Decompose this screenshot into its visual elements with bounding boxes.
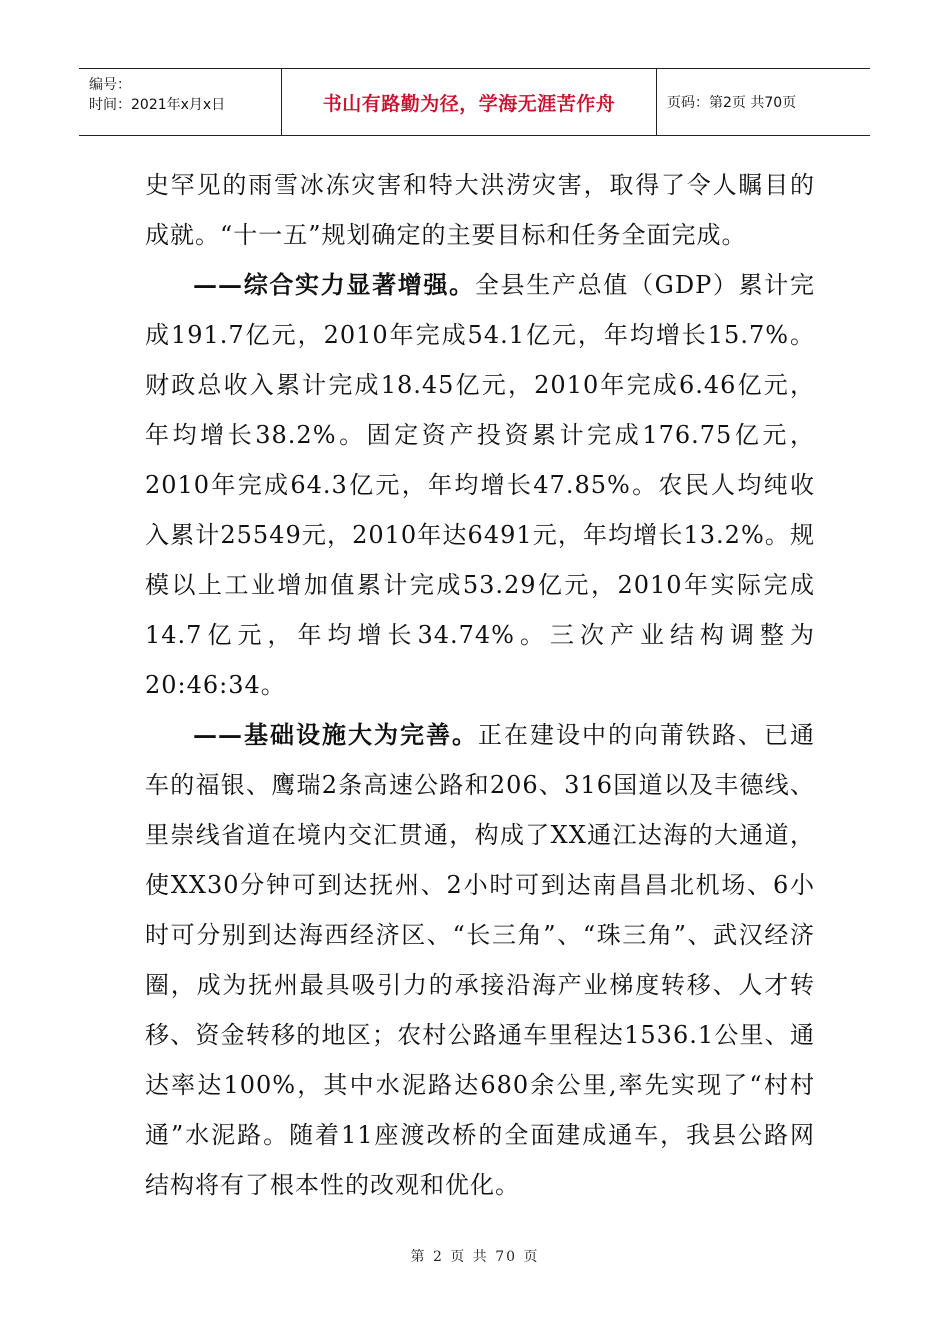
document-body: [145, 160, 815, 1210]
paragraph-infrastructure: [145, 710, 815, 1210]
header-meta: [79, 69, 282, 135]
paragraph-economy-heading: ——综合实力显著增强。: [193, 270, 475, 299]
header-page-label: 页码：第2页 共70页: [667, 95, 797, 111]
paragraph-intro: 史罕见的雨雪冰冻灾害和特大洪涝灾害，取得了令人瞩目的成就。“十一五”规划确定的主要目标和任务全面完成。: [145, 171, 815, 249]
page-footer: 第 2 页 共 70 页: [410, 1249, 540, 1265]
paragraph-economy-text: 全县生产总值（GDP）累计完成191.7亿元，2010年完成54.1亿元，年均增长15.7%。财政总收入累计完成18.45亿元，2010年完成6.46亿元，年均增长38.2%。固定资产投资累计完成176.75亿元，2010年完成64.3亿元，年均增长47.85%。农民人均纯收入累计25549元，2010年达6491元，年均增长13.2%。规模以上工业增加值累计完成53.29亿元，2010年实际完成14.7亿元，年均增长34.74%。三次产业结构调整为20:46:34。: [145, 271, 815, 699]
document-date-label: 时间：2021年x月x日: [89, 97, 226, 113]
paragraph-economy: [145, 260, 815, 710]
paragraph-infrastructure-text: 正在建设中的向莆铁路、已通车的福银、鹰瑞2条高速公路和206、316国道以及丰德线、里崇线省道在境内交汇贯通，构成了XX通江达海的大通道，使XX30分钟可到达抚州、2小时可到达南昌昌北机场、6小时可分别到达海西经济区、“长三角”、“珠三角”、武汉经济圈，成为抚州最具吸引力的承接沿海产业梯度转移、人才转移、资金转移的地区；农村公路通车里程达1536.1公里、通达率达100%，其中水泥路达680余公里,率先实现了“村村通”水泥路。随着11座渡改桥的全面建成通车，我县公路网结构将有了根本性的改观和优化。: [145, 721, 815, 1199]
document-number-label: 编号：: [89, 77, 131, 93]
page-header: [79, 68, 870, 136]
header-motto: 书山有路勤为径，学海无涯苦作舟: [282, 69, 657, 135]
paragraph-infrastructure-heading: ——基础设施大为完善。: [193, 720, 478, 749]
